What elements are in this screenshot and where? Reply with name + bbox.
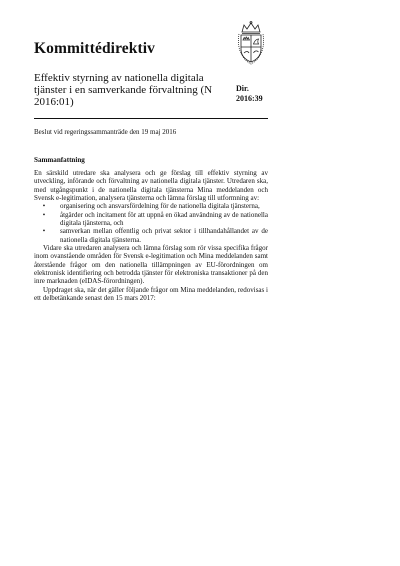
list-item xyxy=(34,227,268,244)
list-item-text: åtgärder och incitament för att uppnå en ökad användning av de nationella digitala tjänsterna, och xyxy=(60,210,268,228)
directive-number: 2016:39 xyxy=(236,94,263,103)
summary-paragraph-3: Uppdraget ska, när det gäller följande frågor om Mina meddelanden, redovisas i ett delbetänkande senast den 15 mars 2017: xyxy=(34,285,268,303)
directive-label: Dir. xyxy=(236,84,249,93)
summary-paragraph-1: En särskild utredare ska analysera och ge förslag till effektiv styrning av utveckling, införande och förvaltning av nationella digitala tjänster. Utredaren ska, med utgångspunkt i de nationella digitala tjänsterna Mina meddelanden och Svensk e-legitimation, analysera tjänsterna och lämna förslag till utformning av: xyxy=(34,169,268,203)
section-heading-summary: Sammanfattning xyxy=(34,156,85,164)
summary-body xyxy=(34,169,268,303)
bullet-icon: • xyxy=(42,202,46,211)
title-divider xyxy=(34,118,268,119)
decision-date-line: Beslut vid regeringssammanträde den 19 maj 2016 xyxy=(34,128,177,136)
bullet-icon: • xyxy=(42,210,46,219)
bullet-icon: • xyxy=(42,227,46,236)
list-item-text: samverkan mellan offentlig och privat sektor i tillhandahållandet av de nationella digitala tjänsterna. xyxy=(60,227,268,244)
list-item xyxy=(34,202,268,210)
bullet-list xyxy=(34,202,268,244)
list-item xyxy=(34,211,268,228)
government-crest-icon xyxy=(234,20,268,66)
document-type-heading: Kommittédirektiv xyxy=(34,40,155,57)
list-item-text: organisering och ansvarsfördelning för de nationella digitala tjänsterna, xyxy=(60,202,260,211)
summary-paragraph-2: Vidare ska utredaren analysera och lämna förslag som rör vissa specifika frågor inom ovanstående områden för Svensk e-legitimation och Mina meddelanden samt återstående frågor om den nationella tillämpningen av EU-förordningen om elektronisk identifiering och betrodda tjänster för elektroniska transaktioner på den inre marknaden (eIDAS-förordningen). xyxy=(34,244,268,286)
directive-title: Effektiv styrning av nationella digitala tjänster i en samverkande förvaltning (N 2016:01) xyxy=(34,72,213,108)
